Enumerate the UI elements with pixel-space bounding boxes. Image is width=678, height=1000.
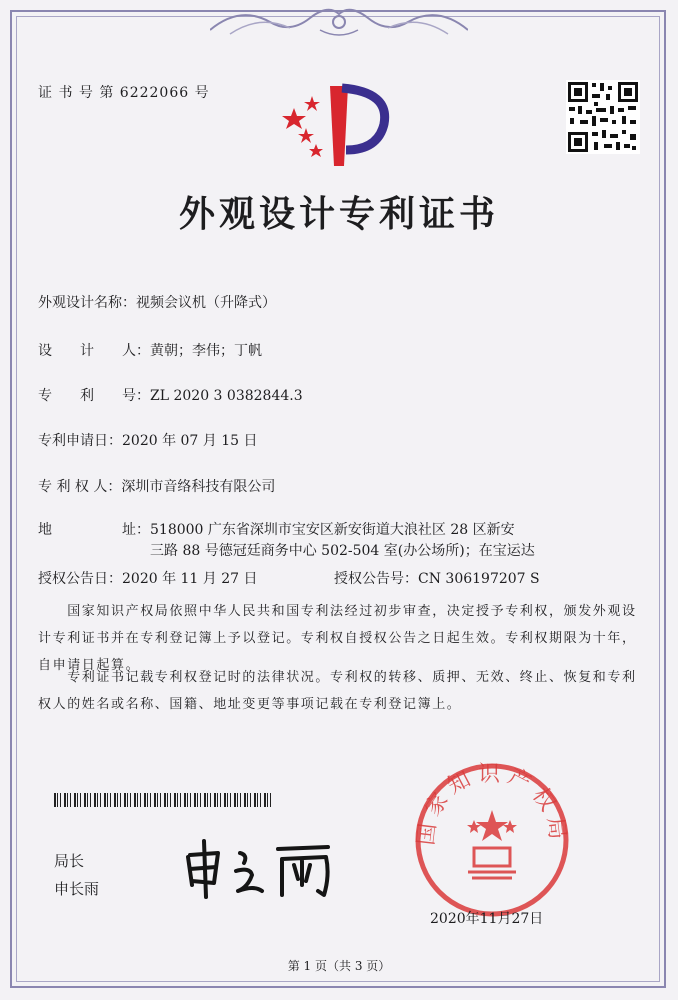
paragraph-grant: 国家知识产权局依照中华人民共和国专利法经过初步审查，决定授予专利权，颁发外观设计专利证书并在专利登记簿上予以登记。专利权自授权公告之日起生效。专利权期限为十年，自申请日起算。 [38, 604, 637, 673]
patent-number-row [38, 385, 303, 405]
address-line2: 三路 88 号德冠廷商务中心 502-504 室(办公场所)；在宝运达 [150, 543, 535, 559]
certificate-number: 证 书 号 第 6222066 号 [38, 85, 210, 101]
patent-office-logo [272, 78, 392, 168]
grant-date-value: 2020 年 11 月 27 日 [122, 571, 258, 587]
director-title: 局长 [54, 852, 85, 870]
grant-number-row [334, 568, 540, 588]
address-line1: 518000 广东省深圳市宝安区新安街道大浪社区 28 区新安 [150, 522, 515, 538]
certificate-title: 外观设计专利证书 [178, 194, 499, 235]
page-indicator: 第 1 页（共 3 页） [287, 959, 391, 973]
designers-row [38, 340, 262, 360]
design-name-row [38, 292, 276, 312]
designers-label: 设 计 人： [38, 343, 150, 359]
top-ornament [210, 0, 468, 40]
designers-value: 黄朝；李伟；丁帆 [150, 343, 262, 359]
seal-date: 2020年11月27日 [430, 911, 544, 927]
grant-number-label: 授权公告号： [334, 571, 418, 587]
paragraph-legal-status: 专利证书记载专利权登记时的法律状况。专利权的转移、质押、无效、终止、恢复和专利权人的姓名或名称、国籍、地址变更等事项记载在专利登记簿上。 [38, 670, 637, 712]
patentee-label: 专 利 权 人： [38, 479, 122, 495]
address-label: 地 址： [38, 522, 150, 538]
filing-date-value: 2020 年 07 月 15 日 [122, 433, 258, 449]
director-signature [178, 835, 348, 905]
address-row [38, 519, 515, 539]
filing-date-label: 专利申请日： [38, 433, 122, 449]
filing-date-row [38, 430, 258, 450]
qr-code [566, 80, 640, 154]
grant-number-value: CN 306197207 S [418, 571, 540, 587]
grant-date-row [38, 568, 258, 588]
official-seal [412, 760, 572, 920]
patent-number-label: 专 利 号： [38, 388, 150, 404]
patentee-row [38, 476, 275, 496]
design-name-value: 视频会议机（升降式） [136, 295, 276, 311]
grant-date-label: 授权公告日： [38, 571, 122, 587]
seal-text: 国家知识产权局 [413, 761, 571, 847]
design-name-label: 外观设计名称： [38, 295, 136, 311]
patent-number-value: ZL 2020 3 0382844.3 [150, 388, 303, 404]
barcode [54, 793, 274, 807]
patentee-value: 深圳市音络科技有限公司 [121, 479, 276, 495]
director-name: 申长雨 [54, 880, 100, 898]
